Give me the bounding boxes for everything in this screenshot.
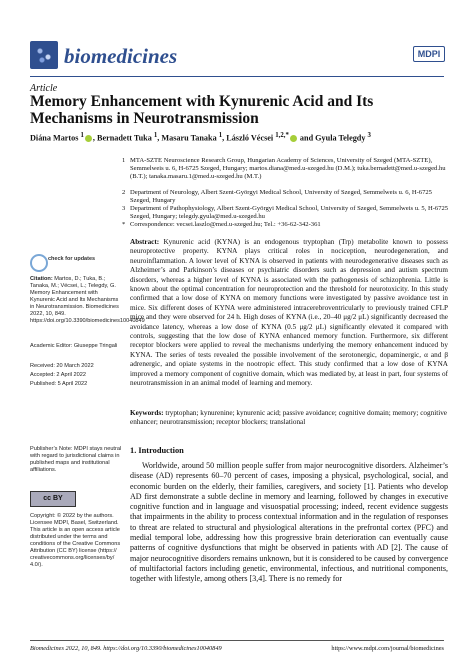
correspondence: * Correspondence: vecsei.laszlo@med.u-szeged.hu; Tel.: +36-62-342-361 [122,221,321,228]
section-heading: 1. Introduction [130,446,184,455]
journal-logo [30,41,58,69]
accepted-date: Accepted: 2 April 2022 [30,372,86,378]
affiliation: 1 MTA-SZTE Neuroscience Research Group, Hungarian Academy of Sciences, University of Szeged (MTA-SZTE), Semmelweis u. 6, H-6725 Szeged, Hungary; martos.diana@med.u-szeged.hu (D.M.); tuka.bernadett@med.u-szeged.hu (B.T.); tanaka.masaru.1@med.u-szeged.hu (M.T.) [122,157,446,180]
article-type: Article [30,83,58,94]
author-name[interactable]: Diána Martos [30,133,79,143]
introduction-text: Worldwide, around 50 million people suffer from major neurocognitive disorders. Alzheimer’s disease (AD) represents 60–70 percent of cases, imposing a physical, psychological, social, and economic burden on the elderly, their families, caregivers, and society [1]. Patients who develop AD first demonstrate a subtle decline in memory and learning, followed by changes in executive cognitive function and in language and visuospatial processing; indeed, recent evidence suggests that impairments in the ability to process contextual information and in the regulation of responses to threat are related to structural and physiological alterations in the prefrontal cortex (PFC) and medial temporal lobe, addressing how this progressive brain deterioration can eventually cause patterns of cognitive dysfunctions that might be observed in patients with AD [2]. The cause of major neurocognitive disorders remains unknown, but it is considered to be caused by convergence of multifactorial factors including genetic, environmental, infectious, and nutritional components, together with lifestyle, among others [3,4]. There is no remedy for [130,461,448,584]
copyright: Copyright: © 2022 by the authors. Licensee MDPI, Basel, Switzerland. This article is an open access article distributed under the terms and conditions of the Creative Commons Attribution (CC BY) license (https:// creativecommons.org/licenses/by/ 4.0/). [30,513,121,568]
check-for-updates-label[interactable]: check for updates [48,256,96,262]
author-name[interactable]: László Vécsei [226,133,274,143]
journal-name[interactable]: biomedicines [64,44,178,68]
publisher-logo[interactable]: MDPI [413,46,445,62]
keywords: Keywords: tryptophan; kynurenine; kynurenic acid; passive avoidance; cognitive domain; memory; cognitive enhancer; neurotransmission; receptor blockers; translational [130,409,447,427]
author-name[interactable]: Bernadett Tuka [97,133,152,143]
footer-divider [30,640,444,641]
orcid-icon[interactable] [290,135,297,142]
citation: Citation: Martos, D.; Tuka, B.; Tanaka, M.; Vécsei, L.; Telegdy, G. Memory Enhancement with Kynurenic Acid and Its Mechanisms in Neurotransmission. Biomedicines 2022, 10, 849. https://doi.org/10.3390/biomedicines10040849 [30,276,145,324]
affiliation: 2 Department of Neurology, Albert Szent-Györgyi Medical School, University of Szeged, Semmelweis u. 6, H-6725 Szeged, Hungary [122,189,432,204]
abstract: Abstract: Kynurenic acid (KYNA) is an endogenous tryptophan (Trp) metabolite known to possess neuroprotective property. KYNA plays critical roles in nociception, neurodegeneration, and neuroinflammation. A lower level of KYNA is observed in patients with neurodegenerative diseases such as Alzheimer’s and Parkinson’s diseases or psychiatric disorders such as depression and autism spectrum disorders, whereas a higher level of KYNA is associated with the pathogenesis of schizophrenia. Little is known about the optimal concentration for neuroprotection and the threshold for neurotoxicity. In this study confirmed that a low dose of KYNA on memory functions were investigated by passive avoidance test in mice. Six different doses of KYNA were administered intracerebroventricularly to previously trained CFLP mice and they were observed for 24 h. High doses of KYNA (i.e., 20–40 μg/2 μL) significantly decreased the avoidance latency, whereas a low dose of KYNA (0.5 μg/2 μL) significantly elevated it compared with controls, suggesting that the low dose of KYNA enhanced memory function. Furthermore, six different receptor blockers were applied to reveal the mechanisms underlying the memory enhancement induced by KYNA. The series of tests revealed the possible involvement of the serotonergic, dopaminergic, α and β adrenergic, and opiate systems in the nootropic effect. This study confirmed that a low dose of KYNA improved a memory component of cognitive domain, which was mediated by, at least in part, four systems of neurotransmission in an animal model of learning and memory. [130,238,449,388]
author-name[interactable]: Masaru Tanaka [161,133,217,143]
academic-editor: Academic Editor: Giuseppe Tringali [30,343,118,349]
affiliation: 3 Department of Pathophysiology, Albert Szent-Györgyi Medical School, University of Szeged, Semmelweis u. 5, H-6725 Szeged, Hungary; telegdy.gyula@med.u-szeged.hu [122,205,449,220]
received-date: Received: 20 March 2022 [30,363,94,369]
cc-by-license-badge[interactable]: cc BY [30,491,76,507]
orcid-icon[interactable] [85,135,92,142]
footer-citation[interactable]: Biomedicines 2022, 10, 849. https://doi.org/10.3390/biomedicines10040849 [30,645,222,652]
publisher-note: Publisher’s Note: MDPI stays neutral with regard to jurisdictional claims in published maps and institutional affiliations. [30,446,122,473]
header-divider [30,76,444,77]
article-title: Memory Enhancement with Kynurenic Acid and Its Mechanisms in Neurotransmission [30,93,374,127]
published-date: Published: 5 April 2022 [30,381,88,387]
author-name[interactable]: Gyula Telegdy [315,133,366,143]
author-list: Diána Martos $^1$ , Bernadett Tuka $^1$, Masaru Tanaka $^1$, László Vécsei $^{1,2,*}$ and Gyula Telegdy $^3$ [30,132,371,143]
footer-journal-url[interactable]: https://www.mdpi.com/journal/biomedicines [331,645,444,652]
check-for-updates-icon[interactable] [30,254,48,272]
